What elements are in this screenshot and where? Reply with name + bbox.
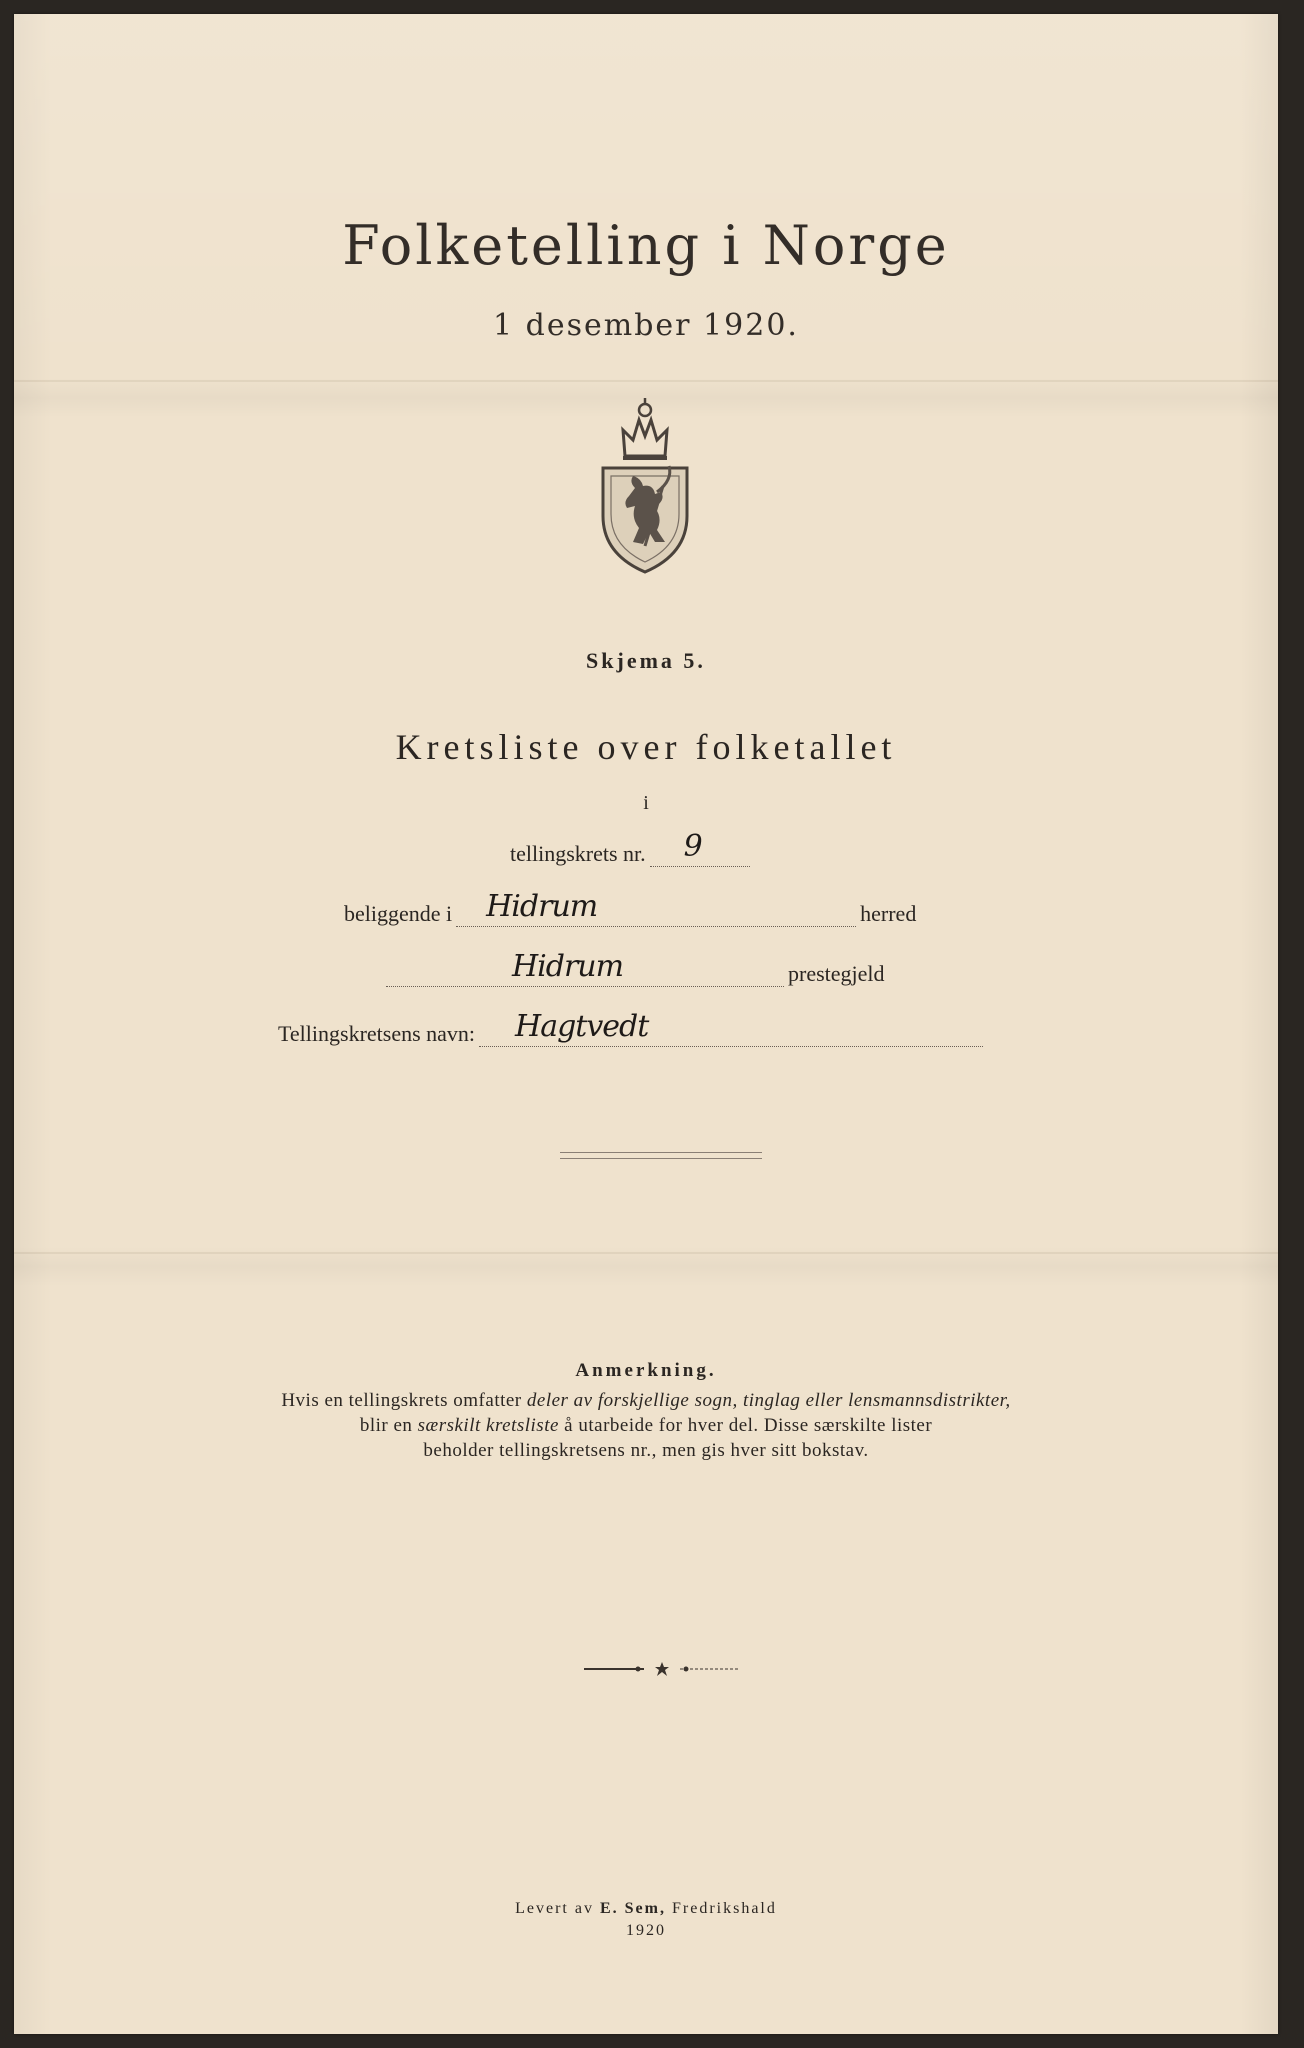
prestegjeld-row — [386, 949, 885, 987]
schema-number: Skjema 5. — [586, 648, 706, 673]
form-heading: Kretsliste over folketallet — [395, 727, 897, 767]
printer-line — [14, 1898, 1278, 1920]
printer-imprint — [14, 1898, 1278, 1942]
note-title: Anmerkning. — [575, 1360, 717, 1381]
printer-name: E. Sem, — [599, 1900, 666, 1917]
krets-number-label: tellingskrets nr. — [510, 841, 646, 866]
krets-name-row — [278, 1009, 987, 1047]
page-title: Folketelling i Norge — [342, 214, 950, 277]
norwegian-lion-coat-of-arms-icon — [595, 396, 695, 576]
printer-year: 1920 — [626, 1922, 666, 1939]
herred-label: herred — [860, 901, 917, 926]
conjunction-text: i — [643, 792, 649, 814]
note-line-2 — [14, 1413, 1278, 1438]
krets-name-value: Hagtvedt — [515, 1009, 649, 1044]
prestegjeld-label: prestegjeld — [788, 961, 885, 986]
census-date: 1 desember 1920. — [493, 308, 799, 343]
herred-row — [344, 889, 917, 927]
printer-prefix: Levert av — [515, 1900, 600, 1917]
note-line-1 — [14, 1388, 1278, 1413]
prestegjeld-field[interactable] — [386, 949, 784, 987]
beliggende-label: beliggende i — [344, 901, 453, 926]
section-divider — [560, 1152, 762, 1159]
prestegjeld-value: Hidrum — [512, 949, 624, 984]
note-line-3: beholder tellingskretsens nr., men gis hver sitt bokstav. — [423, 1440, 869, 1461]
paper-fold — [14, 1252, 1278, 1254]
krets-number-field[interactable] — [650, 829, 750, 867]
printer-place: Fredrikshald — [665, 1900, 777, 1917]
note-body — [14, 1388, 1278, 1463]
note-line-1-italic: deler av forskjellige sogn, tinglag eller lensmannsdistrikter, — [526, 1390, 1011, 1411]
herred-field[interactable] — [456, 889, 856, 927]
krets-number-row — [510, 829, 754, 867]
note-line-2-italic: særskilt kretsliste — [417, 1415, 559, 1436]
note-line-1-text: Hvis en tellingskrets omfatter — [281, 1390, 527, 1411]
note-line-2-text: blir en — [359, 1415, 418, 1436]
krets-number-value: 9 — [683, 829, 702, 864]
star-ornament-icon — [584, 1661, 740, 1677]
krets-name-field[interactable] — [479, 1009, 983, 1047]
paper-fold — [14, 380, 1278, 382]
krets-name-label: Tellingskretsens navn: — [278, 1021, 476, 1046]
census-form-page — [14, 14, 1278, 2034]
herred-value: Hidrum — [486, 889, 598, 924]
note-line-2-end: å utarbeide for hver del. Disse særskilte lister — [558, 1415, 933, 1436]
